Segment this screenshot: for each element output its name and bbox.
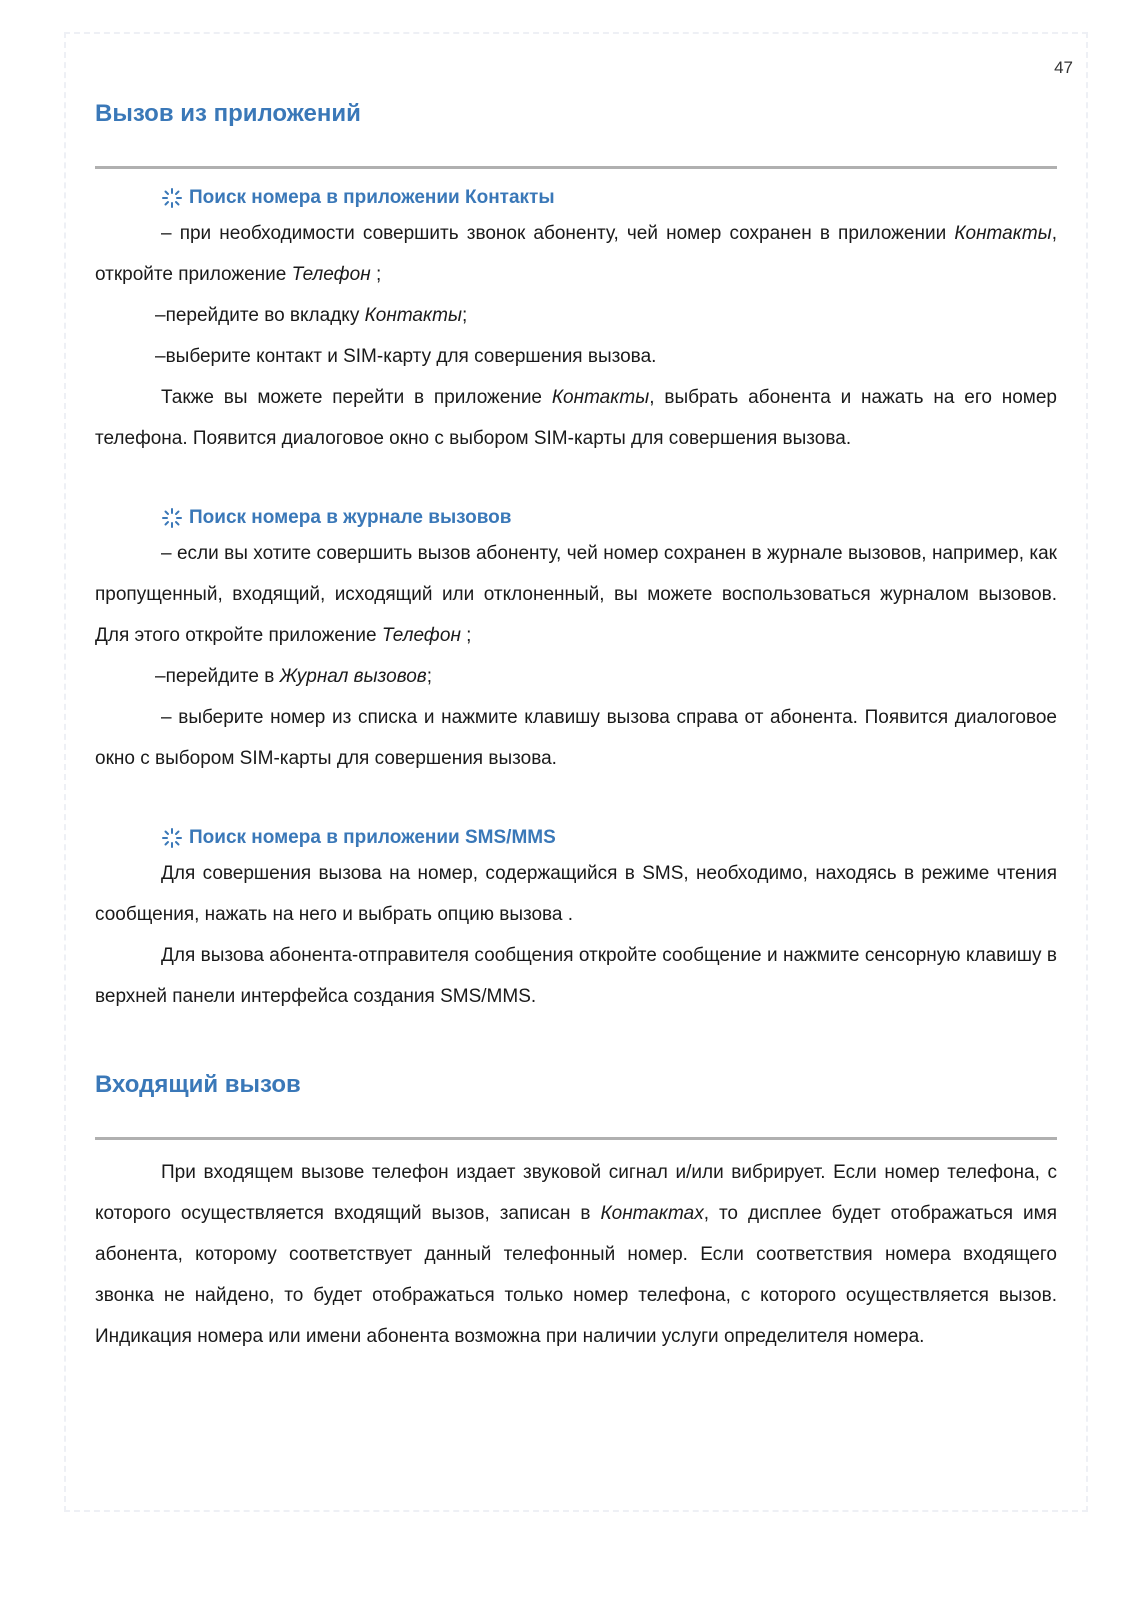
paragraph: – если вы хотите совершить вызов абоненту, чей номер сохранен в журнале вызовов, например, как пропущенный, входящий, исходящий или отклоненный, вы можете воспользоваться журналом вызовов. Для этого откройте приложение Телефон ; [95,543,1057,646]
subheading-label: Поиск номера в приложении SMS/MMS [189,827,556,848]
sparkle-icon [161,507,183,529]
sparkle-icon [161,827,183,849]
paragraph: –перейдите в Журнал вызовов; [155,666,433,687]
sparkle-icon [161,187,183,209]
section-title-calls-from-apps: Вызов из приложений [95,100,361,127]
paragraph: При входящем вызове телефон издает звуковой сигнал и/или вибрирует. Если номер телефона, с которого осуществляется входящий вызов, записан в Контактах, то дисплее будет отображаться имя абонента, которому соответствует данный телефонный номер. Если соответствия номера входящего звонка не найдено, то будет отображаться только номер телефона, с которого осуществляется вызов. Индикация номера или имени абонента возможна при наличии услуги определителя номера. [95,1162,1058,1347]
paragraph: Для вызова абонента-отправителя сообщения откройте сообщение и нажмите сенсорную клавишу в верхней панели интерфейса создания SMS/MMS. [95,945,1057,1007]
paragraph: Для совершения вызова на номер, содержащийся в SMS, необходимо, находясь в режиме чтения сообщения, нажать на него и выбрать опцию вызова . [95,863,1057,925]
subheading-sms-mms [95,827,1057,849]
section-divider [95,166,1057,169]
subheading-label: Поиск номера в приложении Контакты [189,187,555,208]
page-content [95,100,1057,1357]
paragraph: Также вы можете перейти в приложение Контакты, выбрать абонента и нажать на его номер телефона. Появится диалоговое окно с выбором SIM-карты для совершения вызова. [95,387,1057,449]
page-number: 47 [1054,58,1073,77]
subheading-label: Поиск номера в журнале вызовов [189,507,512,528]
paragraph: – выберите номер из списка и нажмите клавишу вызова справа от абонента. Появится диалоговое окно с выбором SIM-карты для совершения вызова. [95,707,1057,769]
section-title-incoming-call: Входящий вызов [95,1071,301,1098]
subheading-call-log [95,507,1057,529]
section-divider [95,1137,1057,1140]
paragraph: – при необходимости совершить звонок абоненту, чей номер сохранен в приложении Контакты, откройте приложение Телефон ; [95,223,1057,285]
subheading-contacts [95,187,1057,209]
paragraph: –перейдите во вкладку Контакты; [155,305,468,326]
paragraph: –выберите контакт и SIM-карту для совершения вызова. [155,346,657,367]
